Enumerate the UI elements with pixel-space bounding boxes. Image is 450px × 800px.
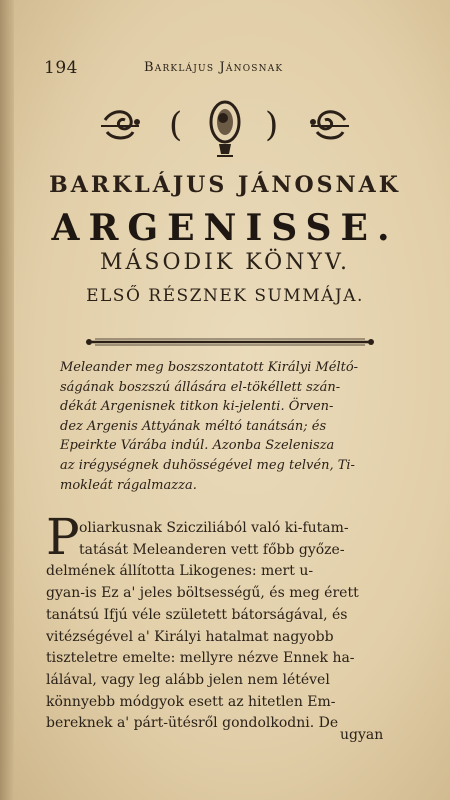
body-line: gyan-is Ez a' jeles böltsességű, és meg érett bbox=[46, 585, 359, 602]
body-line: tatását Meleanderen vett főbb győze- bbox=[79, 541, 345, 558]
drop-cap: P bbox=[46, 508, 80, 566]
summary-line: Meleander meg boszszontatott Királyi Méltó- bbox=[60, 360, 359, 375]
page-number: 194 bbox=[44, 58, 78, 78]
catchword: ugyan bbox=[340, 727, 384, 743]
body-line: lálával, vagy leg alább jelen nem létével bbox=[46, 671, 330, 688]
page-header bbox=[44, 58, 414, 82]
summary-line: ságának boszszú állására el-tökéllett szán- bbox=[60, 379, 341, 395]
page-binding-edge bbox=[0, 0, 14, 800]
body-line: tiszteletre emelte: mellyre nézve Ennek ha- bbox=[46, 650, 355, 667]
summary-line: Epeirkte Várába indúl. Azonba Szelenisza bbox=[60, 438, 335, 454]
body-text bbox=[46, 518, 406, 735]
body-line: oliarkusnak Szicziliából való ki-futam- bbox=[79, 520, 349, 536]
chapter-summary bbox=[60, 358, 405, 495]
summary-line: dékát Argenisnek titkon ki-jelenti. Örven- bbox=[60, 399, 334, 415]
left-paren: ( bbox=[169, 105, 183, 145]
right-scroll-ornament-icon bbox=[310, 112, 349, 138]
running-head: Barklájus Jánosnak bbox=[144, 60, 284, 75]
summary-line: dez Argenis Attyának méltó tanátsán; és bbox=[60, 418, 327, 434]
summary-line: az irégységnek duhösségével meg telvén, Ti- bbox=[60, 457, 355, 473]
body-line: bereknek a' párt-ütésről gondolkodni. De bbox=[46, 715, 339, 732]
title-author-line: BARKLÁJUS JÁNOSNAK bbox=[49, 172, 401, 198]
right-paren: ) bbox=[265, 105, 279, 145]
title-summary-heading: ELSŐ RÉSZNEK SUMMÁJA. bbox=[86, 286, 364, 306]
summary-line: mokleát rágalmazza. bbox=[60, 477, 197, 493]
body-line: vitézségével a' Királyi hatalmat nagyobb bbox=[46, 628, 334, 645]
left-scroll-ornament-icon bbox=[101, 112, 140, 138]
title-book-line: MÁSODIK KÖNYV. bbox=[100, 250, 350, 275]
body-line: delmének állította Likogenes: mert u- bbox=[46, 563, 314, 580]
body-line: tanátsú Ifjú véle született bátorságával, és bbox=[46, 606, 348, 623]
head-ornament bbox=[95, 98, 355, 160]
body-line: könnyebb módgyok esett az hitetlen Em- bbox=[46, 693, 336, 710]
cameo-portrait-icon bbox=[211, 102, 239, 156]
ornamental-rule bbox=[85, 336, 375, 348]
title-work-line: ARGENISSE. bbox=[51, 207, 399, 249]
